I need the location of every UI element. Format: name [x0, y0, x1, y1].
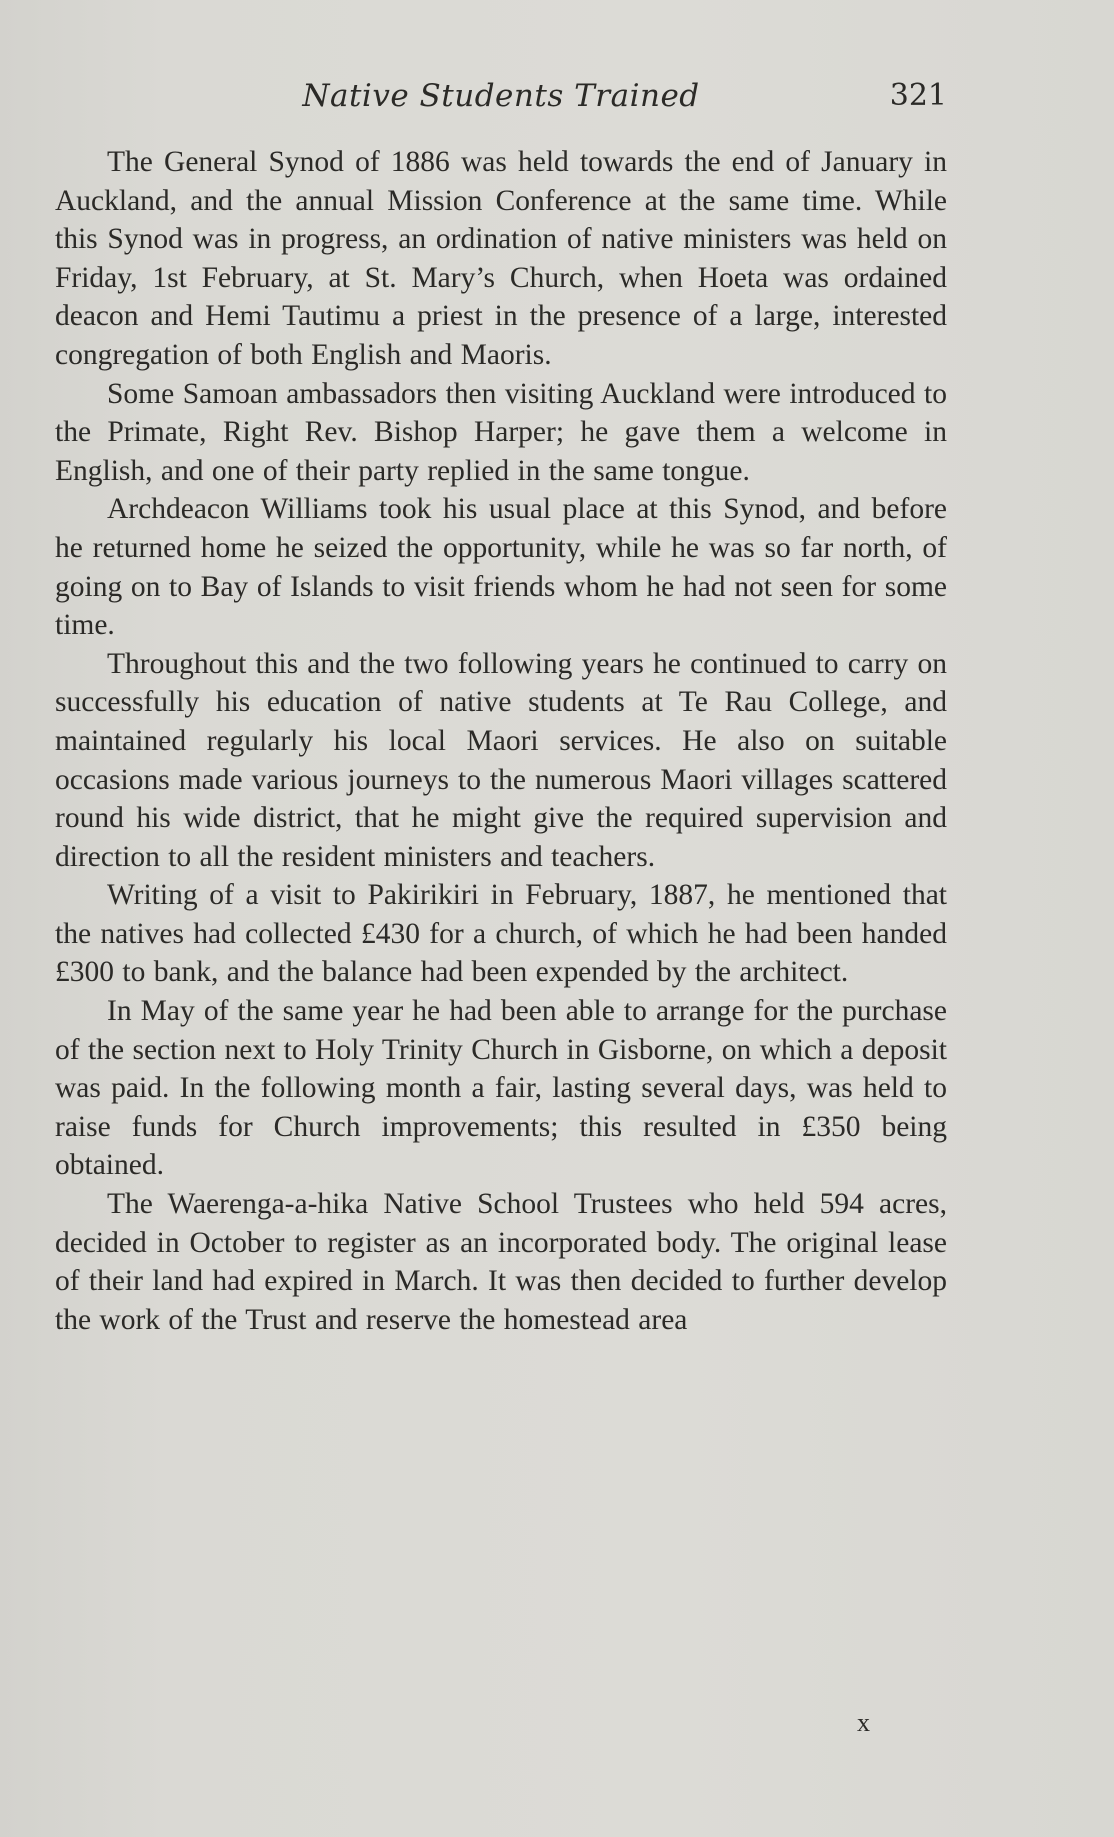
paragraph-5: Writing of a visit to Pakirikiri in February, 1887, he mentioned that the natives had collected £430 for a church, of which he had been handed £300 to bank, and the balance had been expended by the architect.: [55, 879, 947, 989]
paragraph-2: Some Samoan ambassadors then visiting Auckland were introduced to the Primate, Right Rev. Bishop Harper; he gave them a welcome in English, and one of their party replied in the same tongue.: [55, 377, 947, 487]
paragraph-7: The Waerenga-a-hika Native School Trustees who held 594 acres, decided in October to register as an incorporated body. The original lease of their land had expired in March. It was then decided to further develop the work of the Trust and reserve the homestead area: [55, 1188, 947, 1336]
page-number: 321: [889, 78, 947, 113]
page-header: [55, 78, 947, 122]
signature-mark: x: [857, 1708, 870, 1737]
paragraph-4: Throughout this and the two following years he continued to carry on successfully his education of native students at Te Rau College, and maintained regularly his local Maori services. He also on suitable occasions made various journeys to the numerous Maori villages scattered round his wide district, that he might give the required supervision and direction to all the resident ministers and teachers.: [55, 647, 947, 873]
paragraph-6: In May of the same year he had been able to arrange for the purchase of the section next to Holy Trinity Church in Gisborne, on which a deposit was paid. In the following month a fair, lasting several days, was held to raise funds for Church improvements; this resulted in £350 being obtained.: [55, 995, 947, 1182]
paragraph-1: The General Synod of 1886 was held towards the end of January in Auckland, and the annual Mission Conference at the same time. While this Synod was in progress, an ordination of native ministers was held on Friday, 1st February, at St. Mary’s Church, when Hoeta was ordained deacon and Hemi Tautimu a priest in the presence of a large, interested congregation of both English and Maoris.: [55, 146, 947, 371]
body-text: [55, 143, 947, 1339]
running-title: Native Students Trained: [302, 78, 700, 114]
paragraph-3: Archdeacon Williams took his usual place at this Synod, and before he returned home he seized the opportunity, while he was so far north, of going on to Bay of Islands to visit friends whom he had not seen for some time.: [55, 493, 947, 642]
